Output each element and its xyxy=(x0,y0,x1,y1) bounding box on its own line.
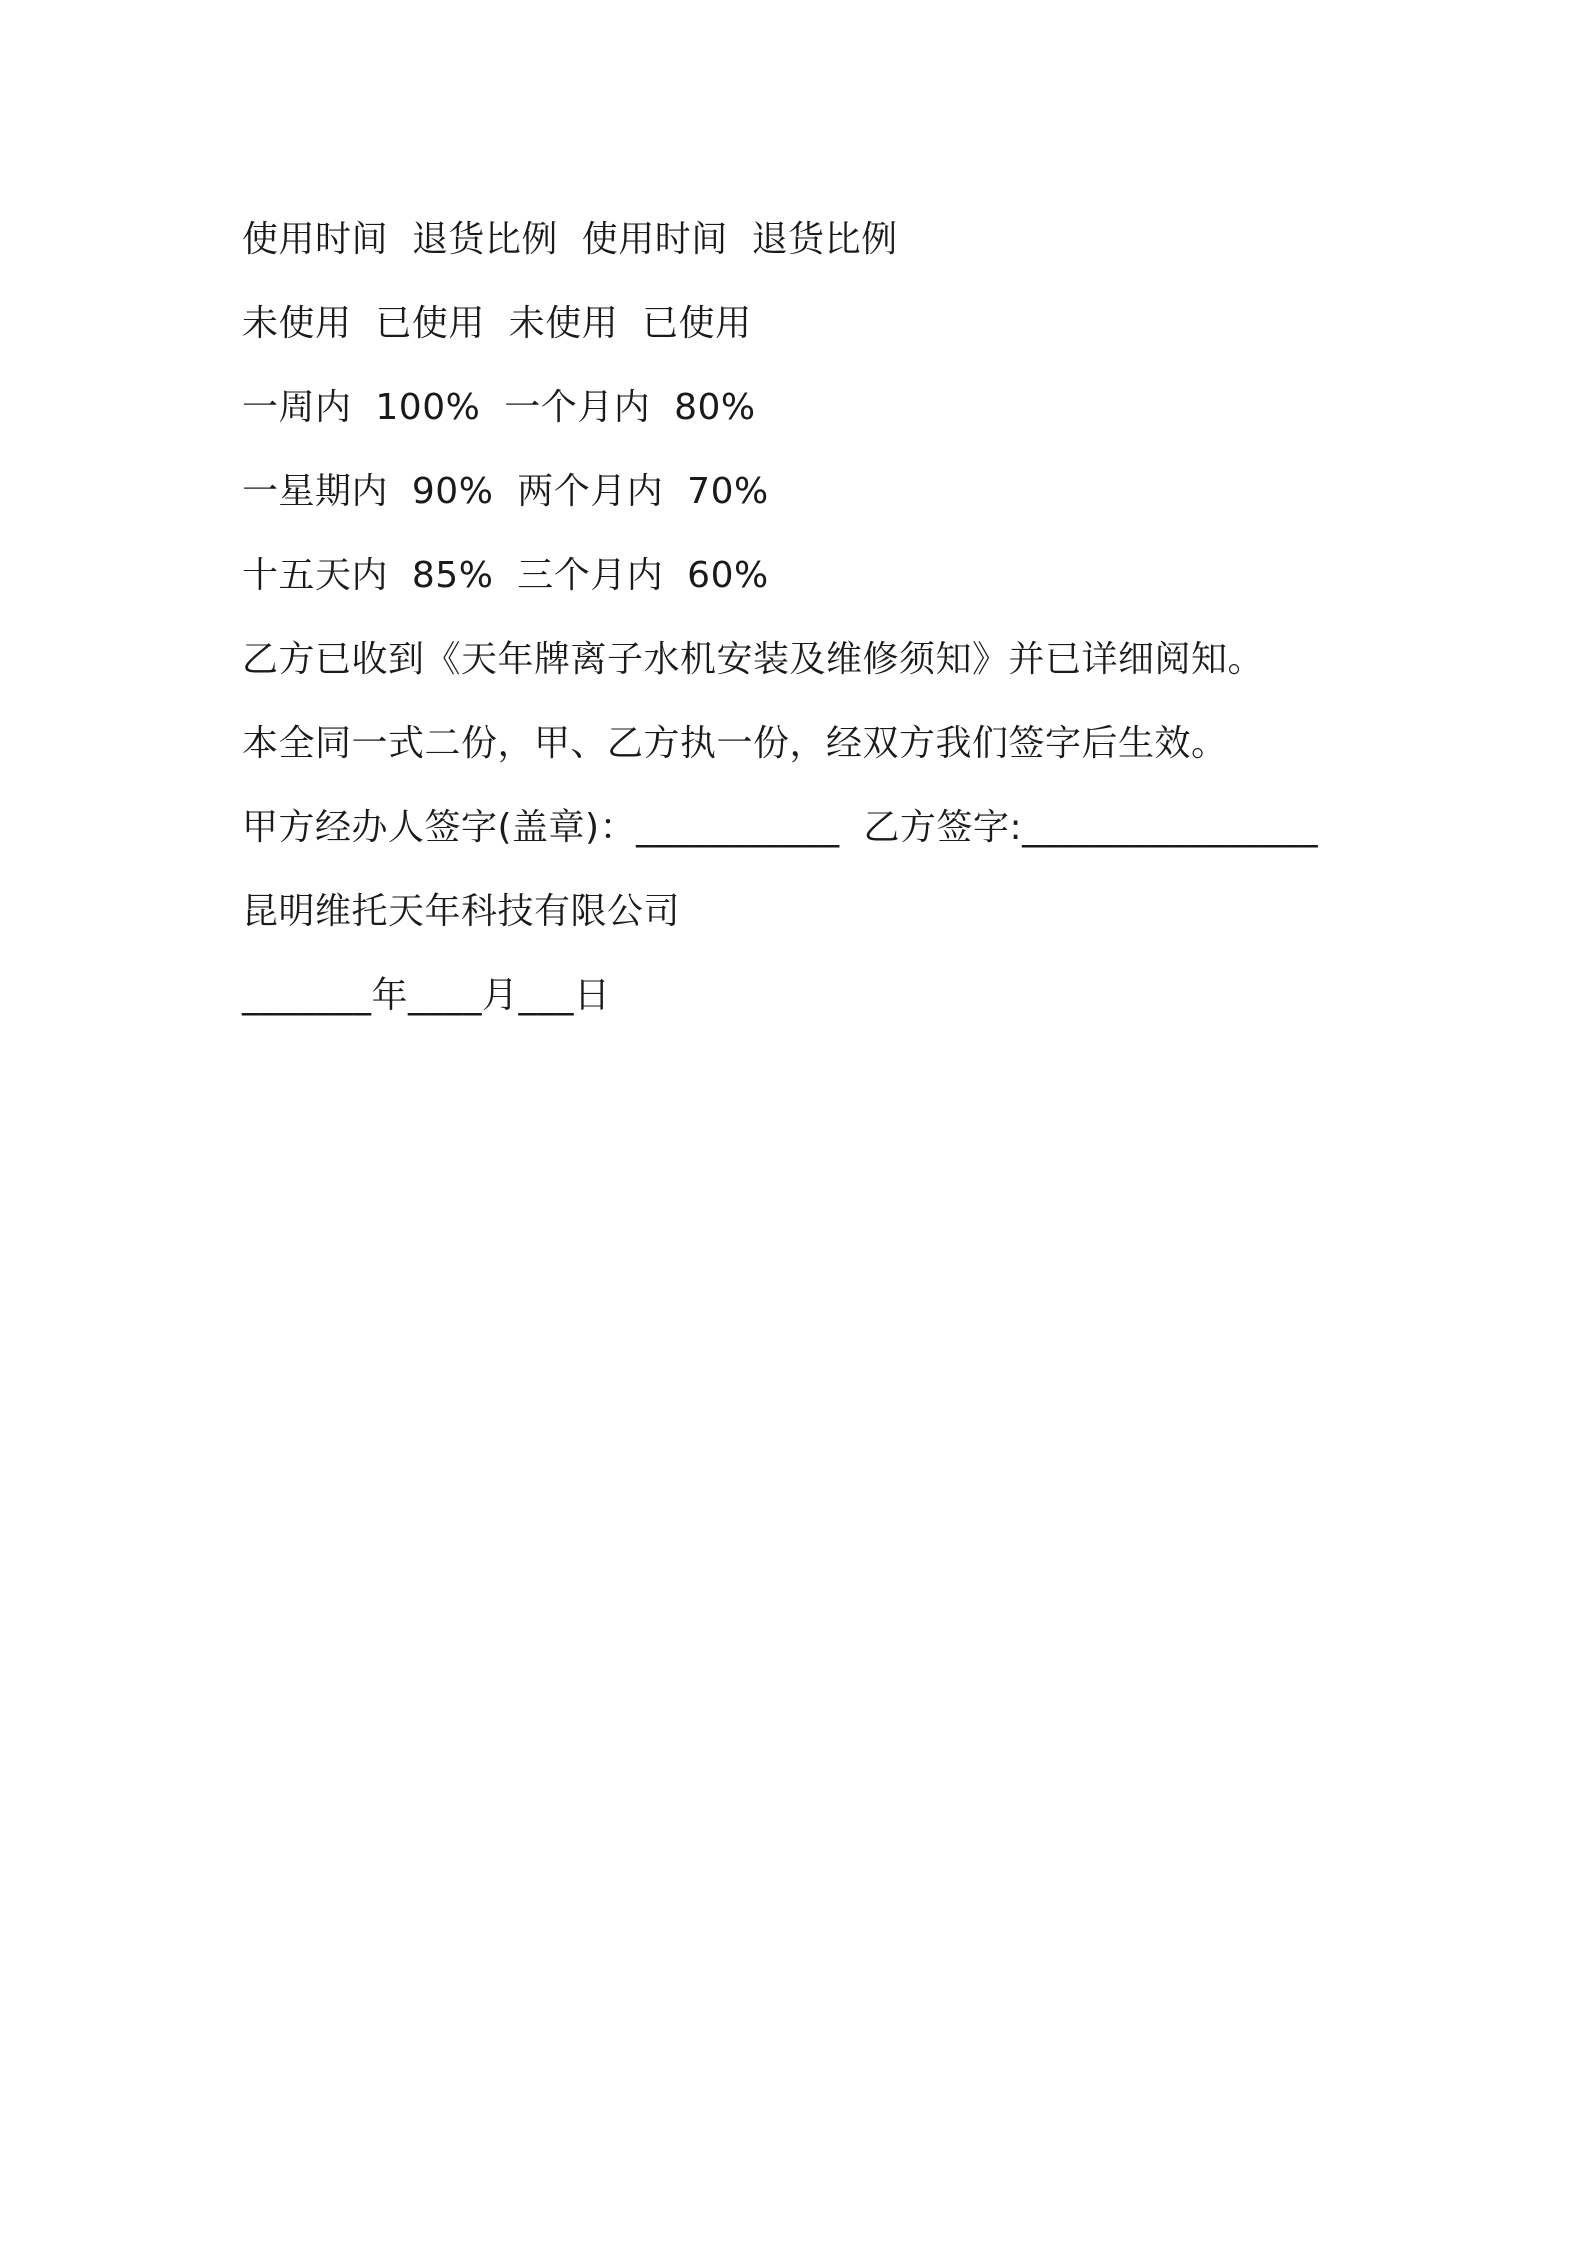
receipt-statement: 乙方已收到《天年牌离子水机安装及维修须知》并已详细阅知。 xyxy=(242,639,1265,680)
company-name: 昆明维托天年科技有限公司 xyxy=(242,891,681,932)
document-body xyxy=(242,198,1392,1038)
table-subheader-row: 未使用 已使用 未使用 已使用 xyxy=(242,303,752,344)
date-line: _______年____月___日 xyxy=(242,975,611,1016)
signature-line: 甲方经办人签字(盖章)：___________ 乙方签字:________________ xyxy=(242,807,1319,848)
table-row: 十五天内 85% 三个月内 60% xyxy=(242,555,769,596)
table-header-row: 使用时间 退货比例 使用时间 退货比例 xyxy=(242,219,898,260)
table-row: 一星期内 90% 两个月内 70% xyxy=(242,471,769,512)
contract-copies-statement: 本全同一式二份，甲、乙方执一份，经双方我们签字后生效。 xyxy=(242,723,1228,764)
table-row: 一周内 100% 一个月内 80% xyxy=(242,387,756,428)
